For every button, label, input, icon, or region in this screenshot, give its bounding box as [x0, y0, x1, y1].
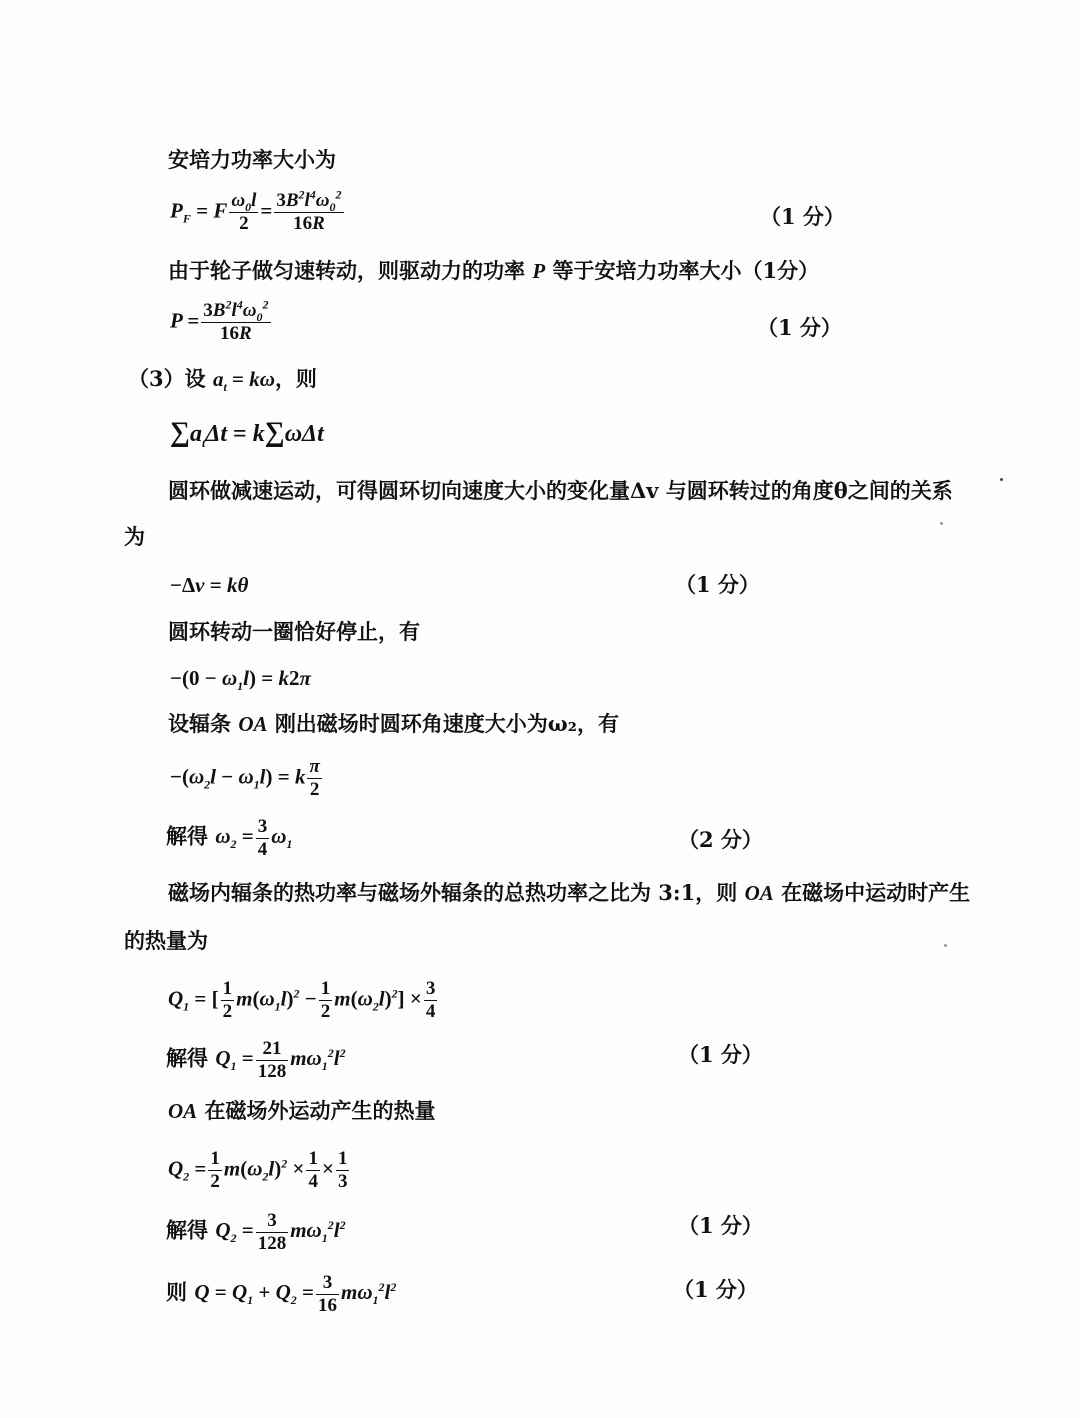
- text-line-13a: 解得: [166, 823, 208, 849]
- text-line-16: 解得 $Q_1$ = $\frac{21}{128}$ $m\omega_1^2l^2$: [166, 1038, 346, 1082]
- formula-dv: −Δv = kθ: [170, 573, 249, 597]
- score-3: （1 分）: [675, 572, 760, 597]
- text-line-14a: 磁场内辐条的热功率与磁场外辐条的总热功率之比为 3:1，则: [168, 880, 738, 905]
- formula-q2: $Q_2$ = $\frac{1}{2}$ $m(\omega_2l)^2$ × $\frac{1}{4}$ × $\frac{1}{3}$: [168, 1148, 348, 1192]
- score-7: （1 分）: [673, 1277, 758, 1302]
- score-5: （1 分）: [678, 1042, 763, 1067]
- score-1: （1 分）: [760, 204, 845, 229]
- text-line-20a: 则: [166, 1279, 187, 1305]
- text-line-5b: ，则: [274, 366, 317, 391]
- text-line-14c: 的热量为: [124, 928, 208, 953]
- score-6: （1 分）: [678, 1213, 763, 1238]
- text-line-16a: 解得: [166, 1045, 208, 1071]
- text-line-9: 圆环转动一圈恰好停止，有: [168, 619, 420, 644]
- text-line-19a: 解得: [166, 1217, 208, 1243]
- text-line-13: 解得 $\omega_2$ = $\frac{3}{4}$ $\omega_1$: [166, 816, 293, 860]
- formula-loop: $-(0 - \omega_1l) = k2\pi$: [170, 666, 311, 694]
- text-line-11a: 设辐条: [168, 711, 231, 736]
- text-line-1: 安培力功率大小为: [168, 147, 336, 172]
- text-line-5: （3）设 $a_t = k\omega$，则: [128, 366, 317, 395]
- text-line-14b: 在磁场中运动时产生: [781, 880, 971, 905]
- score-4: （2 分）: [678, 827, 763, 852]
- text-line-3a: 由于轮子做匀速转动，则驱动力的功率: [168, 258, 525, 283]
- formula-pf: $P_F = F$ $\frac{\omega_0l}{2}$ = $\frac{3B^2l^4\omega_0^2}{16R}$: [170, 187, 342, 234]
- text-line-5a: （3）设: [128, 366, 206, 391]
- text-line-14: 磁场内辐条的热功率与磁场外辐条的总热功率之比为 3:1，则 OA 在磁场中运动时产生: [168, 880, 971, 905]
- text-line-17: OA 在磁场外运动产生的热量: [168, 1098, 436, 1123]
- scan-speck: [940, 522, 943, 525]
- text-line-19: 解得 $Q_2$ = $\frac{3}{128}$ $m\omega_1^2l^2$: [166, 1210, 346, 1254]
- formula-q1: $Q_1$ = [ $\frac{1}{2}$ $m(\omega_1l)^2$ − $\frac{1}{2}$ $m(\omega_2l)^2$] × $\frac{3}{4}$: [168, 978, 436, 1022]
- text-line-17a: 在磁场外运动产生的热量: [204, 1098, 436, 1123]
- text-line-20: 则 $Q = Q_1 + Q_2$ = $\frac{3}{16}$ $m\omega_1^2l^2$: [166, 1272, 397, 1316]
- scan-speck: [944, 944, 947, 947]
- text-line-7: 圆环做减速运动，可得圆环切向速度大小的变化量Δv 与圆环转过的角度θ之间的关系: [168, 478, 953, 503]
- text-line-3: 由于轮子做匀速转动，则驱动力的功率 P 等于安培力功率大小（1分）: [168, 258, 820, 283]
- formula-p: P = $\frac{3B^2l^4\omega_0^2}{16R}$: [170, 297, 269, 344]
- text-line-7b: 为: [124, 524, 145, 549]
- text-line-11b: 刚出磁场时圆环角速度大小为ω₂，有: [274, 711, 620, 736]
- score-2: （1 分）: [757, 315, 842, 340]
- scan-speck: [1000, 478, 1003, 481]
- formula-half: $-(\omega_2l - \omega_1l) = k$ $\frac{\pi}{2}$: [170, 756, 320, 800]
- formula-sum: $\sum a_t\Delta t = k\sum\omega\Delta t$: [170, 417, 324, 450]
- text-line-3b: 等于安培力功率大小（1分）: [552, 258, 820, 283]
- text-line-11: 设辐条 OA 刚出磁场时圆环角速度大小为ω₂，有: [168, 711, 620, 736]
